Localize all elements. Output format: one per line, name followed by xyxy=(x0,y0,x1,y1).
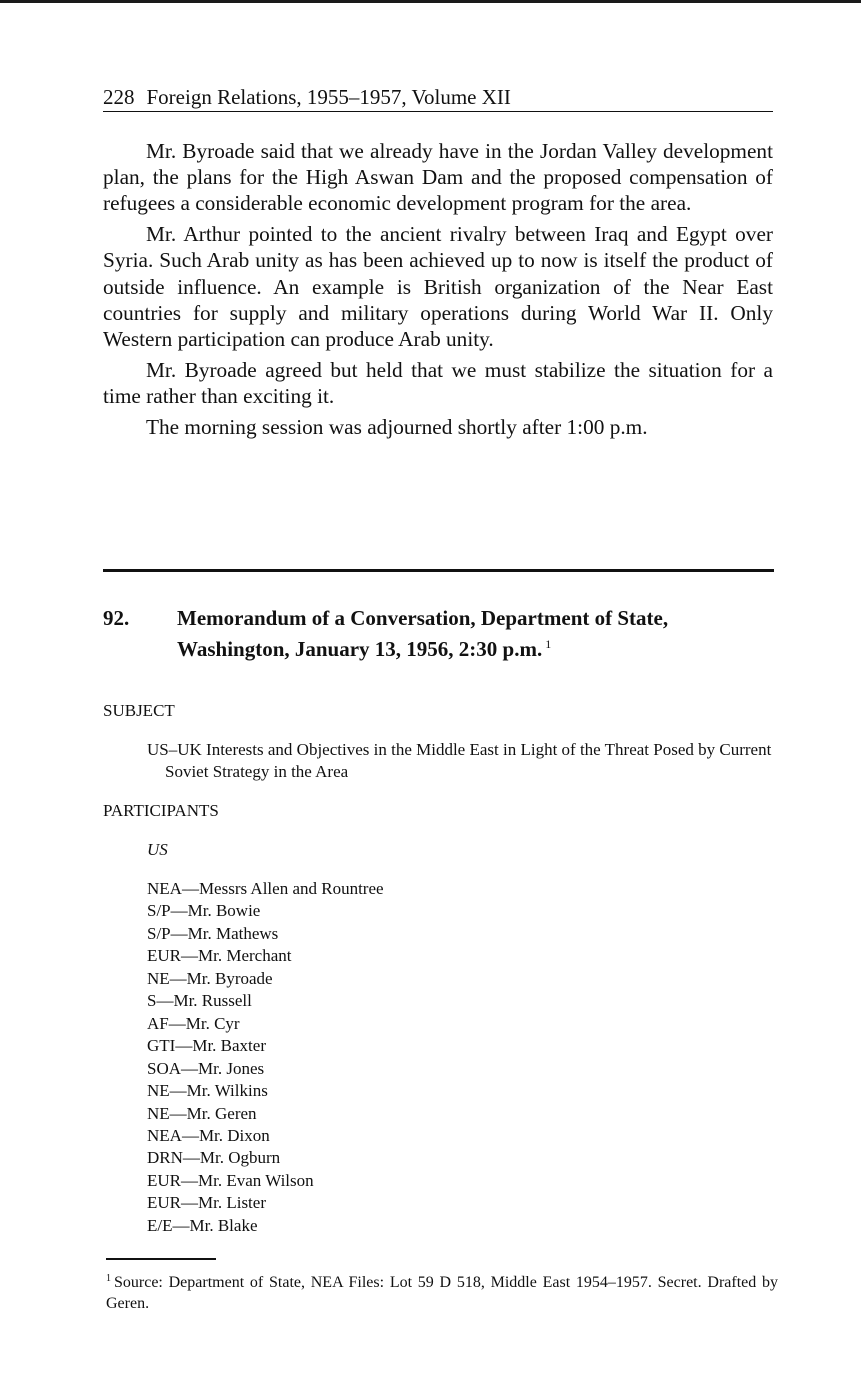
participant-item: NE—Mr. Wilkins xyxy=(147,1081,268,1101)
participant-item: SOA—Mr. Jones xyxy=(147,1058,265,1078)
participants-label: PARTICIPANTS xyxy=(103,801,219,820)
participant-item: NEA—Mr. Dixon xyxy=(147,1125,270,1145)
paragraph: Mr. Arthur pointed to the ancient rivalry between Iraq and Egypt over Syria. Such Arab unity as has been achieved up to now is itself the product of outside influence. An example is British organization of the Near East countries for supply and military operations during World War II. Only Western participation can produce Arab unity. xyxy=(103,222,773,352)
document-number: 92. xyxy=(103,606,130,630)
subject-label: SUBJECT xyxy=(103,701,175,720)
participants-group-label: US xyxy=(147,840,168,859)
footnote-reference: 1 xyxy=(545,637,552,651)
participant-item: EUR—Mr. Lister xyxy=(147,1193,266,1213)
participant-item: E/E—Mr. Blake xyxy=(147,1215,258,1235)
participant-item: NE—Mr. Byroade xyxy=(147,968,273,988)
participant-item: AF—Mr. Cyr xyxy=(147,1013,240,1033)
document-title-text: Memorandum of a Conversation, Department of State, Washington, January 13, 1956, 2:30 p.m. xyxy=(177,606,669,661)
participants-list xyxy=(147,878,384,1237)
participant-item: S—Mr. Russell xyxy=(147,991,252,1011)
footnote xyxy=(106,1268,778,1314)
document-title xyxy=(177,605,777,662)
participant-item: S/P—Mr. Bowie xyxy=(147,901,261,921)
body-text xyxy=(103,138,773,445)
participant-item: NEA—Messrs Allen and Rountree xyxy=(147,879,384,898)
paragraph: Mr. Byroade agreed but held that we must stabilize the situation for a time rather than exciting it. xyxy=(103,357,773,409)
footnote-text: Source: Department of State, NEA Files: Lot 59 D 518, Middle East 1954–1957. Secret. Drafted by Geren. xyxy=(106,1274,778,1312)
participant-item: GTI—Mr. Baxter xyxy=(147,1036,266,1056)
participant-item: S/P—Mr. Mathews xyxy=(147,923,279,943)
running-head xyxy=(103,84,773,112)
section-divider xyxy=(103,569,774,572)
running-title: Foreign Relations, 1955–1957, Volume XII xyxy=(146,85,511,109)
participant-item: DRN—Mr. Ogburn xyxy=(147,1148,281,1168)
paragraph: The morning session was adjourned shortly after 1:00 p.m. xyxy=(146,414,648,439)
footnote-marker: 1 xyxy=(106,1273,111,1284)
footnote-rule xyxy=(106,1258,216,1260)
participant-item: NE—Mr. Geren xyxy=(147,1103,257,1123)
paragraph: Mr. Byroade said that we already have in the Jordan Valley development plan, the plans for the High Aswan Dam and the proposed compensation of refugees a considerable economic development program for the area. xyxy=(103,139,773,216)
participant-item: EUR—Mr. Evan Wilson xyxy=(147,1170,314,1190)
page-top-border xyxy=(0,0,861,3)
participant-item: EUR—Mr. Merchant xyxy=(147,946,292,966)
subject-text: US–UK Interests and Objectives in the Middle East in Light of the Threat Posed by Current Soviet Strategy in the Area xyxy=(147,740,772,781)
page-number: 228 xyxy=(103,85,135,109)
